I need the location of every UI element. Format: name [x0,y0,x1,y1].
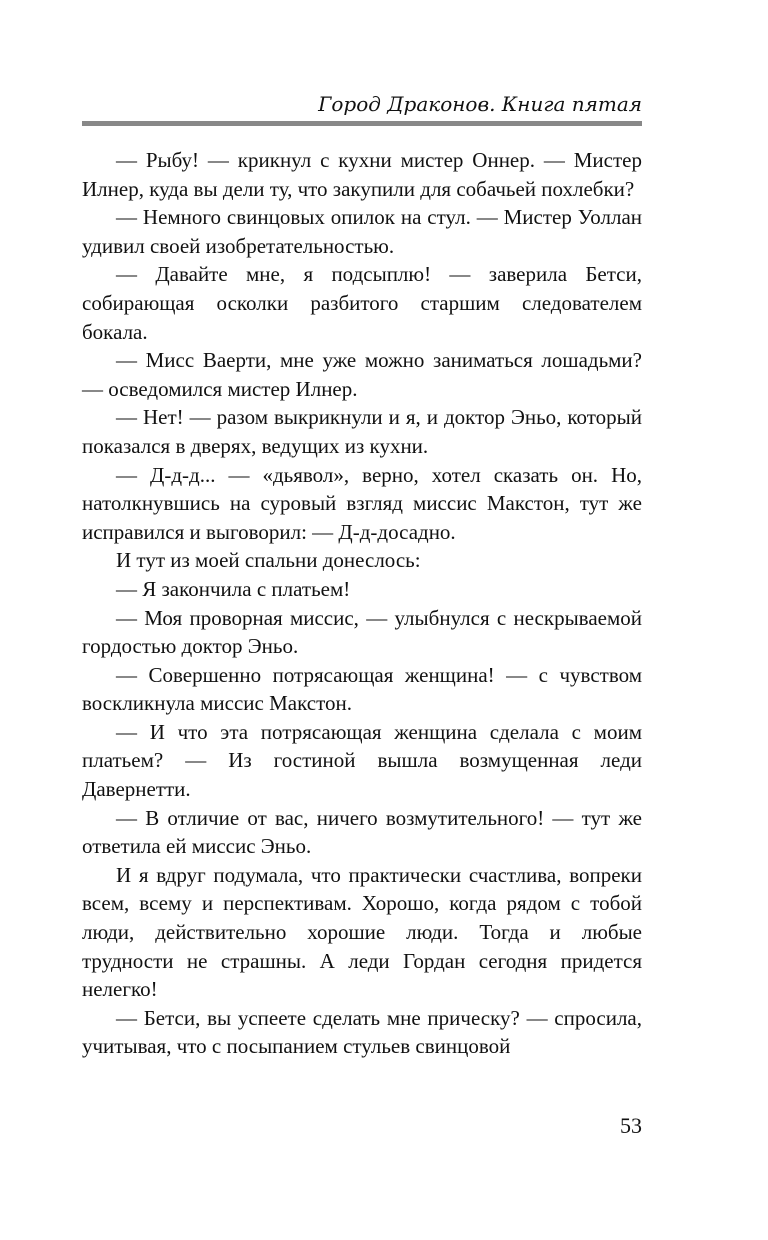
paragraph: — Немного свинцовых опилок на стул. — Мистер Уоллан удивил своей изобретательностью. [82,205,642,258]
paragraph: — В отличие от вас, ничего возмутительного! — тут же ответила ей миссис Эньо. [82,805,642,859]
paragraph: — Я закончила с платьем! [116,576,351,601]
paragraph: — Совершенно потрясающая женщина! — с чувством воскликнула миссис Макстон. [82,662,642,716]
running-title: Город Драконов. Книга пятая [318,92,642,116]
paragraph: — Бетси, вы успеете сделать мне прическу? — спросила, учитывая, что с посыпанием стульев свинцовой [82,1005,642,1059]
paragraph: И тут из моей спальни донеслось: [116,548,421,573]
paragraph: — Моя проворная миссис, — улыбнулся с нескрываемой гордостью доктор Эньо. [82,605,642,659]
body-text [82,146,642,1061]
header-rule [82,121,642,126]
paragraph: — Мисс Ваерти, мне уже можно заниматься лошадьми? — осведомился мистер Илнер. [82,348,642,401]
paragraph: — Рыбу! — крикнул с кухни мистер Оннер. — Мистер Илнер, куда вы дели ту, что закупили для собачьей похлебки? [82,148,642,201]
paragraph: И я вдруг подумала, что практически счастлива, вопреки всем, всему и перспективам. Хорошо, когда рядом с тобой люди, действительно хорошие люди. Тогда и любые трудности не страшны. А леди Гордан сегодня придется нелегко! [82,862,642,1002]
page-number: 53 [620,1113,642,1138]
paragraph: — Нет! — разом выкрикнули и я, и доктор Эньо, который показался в дверях, ведущих из кухни. [82,405,642,458]
paragraph: — Д-д-д... — «дьявол», верно, хотел сказать он. Но, натолкнувшись на суровый взгляд миссис Макстон, тут же исправился и выговорил: — Д-д-досадно. [82,462,642,544]
paragraph: — Давайте мне, я подсыплю! — заверила Бетси, собирающая осколки разбитого старшим следователем бокала. [82,262,642,344]
page-header [82,92,642,132]
paragraph: — И что эта потрясающая женщина сделала с моим платьем? — Из гостиной вышла возмущенная леди Давернетти. [82,719,642,802]
